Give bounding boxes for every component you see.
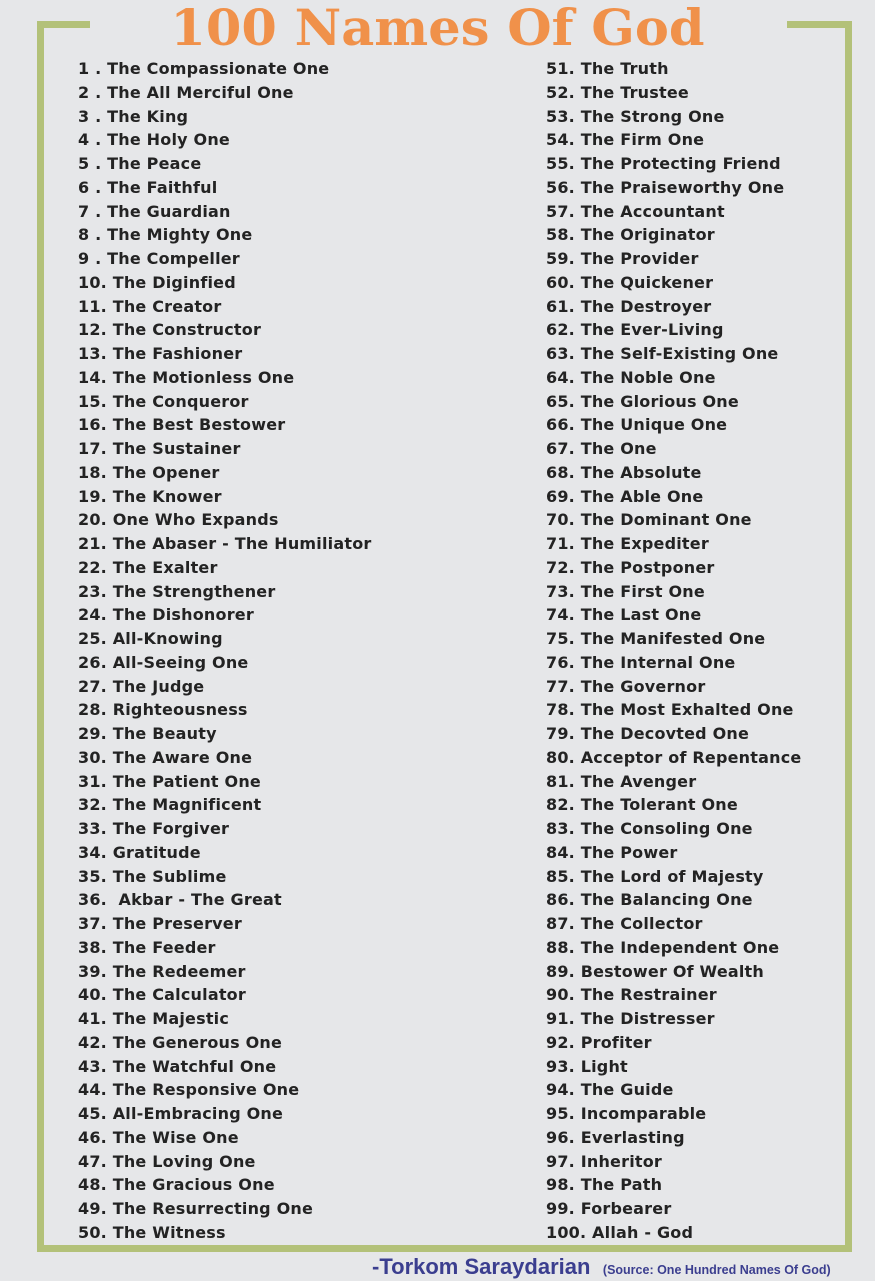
list-item: 74. The Last One <box>546 605 702 625</box>
list-item: 10. The Diginfied <box>78 272 236 292</box>
list-item: 96. Everlasting <box>546 1127 685 1147</box>
list-item: 51. The Truth <box>546 59 669 78</box>
list-item: 95. Incomparable <box>546 1104 707 1123</box>
list-item: 45. All-Embracing One <box>78 1104 284 1123</box>
list-item: 88. The Independent One <box>546 937 780 957</box>
list-item: 31. The Patient One <box>78 771 261 791</box>
list-item: 82. The Tolerant One <box>546 795 738 815</box>
list-item: 46. The Wise One <box>78 1127 239 1147</box>
list-item: 65. The Glorious One <box>546 391 739 411</box>
list-item: 91. The Distresser <box>546 1009 715 1028</box>
list-item: 23. The Strengthener <box>78 581 276 601</box>
list-item: 14. The Motionless One <box>78 367 295 387</box>
list-item: 64. The Noble One <box>546 367 716 387</box>
names-list-right <box>546 57 801 1245</box>
list-item: 62. The Ever-Living <box>546 320 724 340</box>
list-item: 2 . The All Merciful One <box>78 82 294 102</box>
list-item: 22. The Exalter <box>78 557 218 577</box>
frame-right-border <box>845 21 852 1252</box>
list-item: 81. The Avenger <box>546 771 697 791</box>
list-item: 26. All-Seeing One <box>78 652 249 672</box>
list-item: 21. The Abaser - The Humiliator <box>78 534 372 553</box>
list-item: 8 . The Mighty One <box>78 225 253 245</box>
list-item: 90. The Restrainer <box>546 985 717 1005</box>
list-item: 44. The Responsive One <box>78 1080 300 1100</box>
list-item: 36. Akbar - The Great <box>78 890 282 910</box>
list-item: 67. The One <box>546 439 657 458</box>
list-item: 4 . The Holy One <box>78 130 230 150</box>
list-item: 89. Bestower Of Wealth <box>546 961 765 981</box>
list-item: 68. The Absolute <box>546 462 702 482</box>
list-item: 85. The Lord of Majesty <box>546 866 764 886</box>
list-item: 28. Righteousness <box>78 700 248 720</box>
list-item: 57. The Accountant <box>546 201 725 221</box>
list-item: 38. The Feeder <box>78 937 216 957</box>
list-item: 27. The Judge <box>78 676 205 696</box>
list-item: 77. The Governor <box>546 676 706 696</box>
list-item: 6 . The Faithful <box>78 177 218 197</box>
author-name: -Torkom Saraydarian <box>372 1254 591 1279</box>
list-item: 39. The Redeemer <box>78 961 246 981</box>
list-item: 55. The Protecting Friend <box>546 154 781 173</box>
list-item: 11. The Creator <box>78 296 222 316</box>
list-item: 78. The Most Exhalted One <box>546 700 794 720</box>
list-item: 72. The Postponer <box>546 557 715 577</box>
list-item: 84. The Power <box>546 842 678 862</box>
list-item: 61. The Destroyer <box>546 296 712 316</box>
list-item: 69. The Able One <box>546 486 704 506</box>
list-item: 58. The Originator <box>546 225 715 245</box>
list-item: 25. All-Knowing <box>78 629 223 648</box>
list-item: 97. Inheritor <box>546 1151 663 1171</box>
names-list-left <box>78 57 371 1245</box>
list-item: 66. The Unique One <box>546 415 728 435</box>
list-item: 43. The Watchful One <box>78 1056 277 1076</box>
list-item: 41. The Majestic <box>78 1009 230 1028</box>
list-item: 16. The Best Bestower <box>78 415 286 435</box>
list-item: 53. The Strong One <box>546 106 725 126</box>
list-item: 60. The Quickener <box>546 272 714 292</box>
list-item: 42. The Generous One <box>78 1032 283 1052</box>
list-item: 34. Gratitude <box>78 842 201 862</box>
list-item: 71. The Expediter <box>546 534 709 553</box>
list-item: 83. The Consoling One <box>546 819 753 838</box>
list-item: 93. Light <box>546 1056 628 1076</box>
list-item: 49. The Resurrecting One <box>78 1199 314 1218</box>
list-item: 18. The Opener <box>78 462 220 482</box>
list-item: 54. The Firm One <box>546 130 705 150</box>
list-item: 87. The Collector <box>546 914 703 933</box>
list-item: 9 . The Compeller <box>78 249 240 268</box>
list-item: 50. The Witness <box>78 1222 226 1242</box>
list-item: 19. The Knower <box>78 486 222 506</box>
list-item: 1 . The Compassionate One <box>78 59 330 78</box>
list-item: 5 . The Peace <box>78 154 202 173</box>
list-item: 48. The Gracious One <box>78 1175 275 1195</box>
list-item: 79. The Decovted One <box>546 724 750 743</box>
list-item: 100. Allah - God <box>546 1222 694 1242</box>
list-item: 99. Forbearer <box>546 1199 672 1218</box>
list-item: 13. The Fashioner <box>78 344 243 363</box>
list-item: 35. The Sublime <box>78 866 227 886</box>
list-item: 98. The Path <box>546 1175 663 1195</box>
list-item: 29. The Beauty <box>78 724 217 743</box>
list-item: 20. One Who Expands <box>78 510 279 530</box>
list-item: 76. The Internal One <box>546 652 736 672</box>
list-item: 12. The Constructor <box>78 320 262 340</box>
source-citation: (Source: One Hundred Names Of God) <box>602 1263 831 1277</box>
list-item: 15. The Conqueror <box>78 391 249 411</box>
list-item: 7 . The Guardian <box>78 201 231 221</box>
list-item: 30. The Aware One <box>78 747 253 767</box>
list-item: 73. The First One <box>546 581 705 601</box>
list-item: 37. The Preserver <box>78 914 242 933</box>
list-item: 70. The Dominant One <box>546 510 752 530</box>
list-item: 92. Profiter <box>546 1032 652 1052</box>
list-item: 3 . The King <box>78 106 189 126</box>
list-item: 47. The Loving One <box>78 1151 256 1171</box>
list-item: 86. The Balancing One <box>546 890 753 910</box>
list-item: 80. Acceptor of Repentance <box>546 747 802 767</box>
list-item: 32. The Magnificent <box>78 795 262 815</box>
list-item: 59. The Provider <box>546 249 699 268</box>
list-item: 24. The Dishonorer <box>78 605 254 625</box>
list-item: 40. The Calculator <box>78 985 246 1005</box>
page-title: 100 Names Of God <box>170 0 705 57</box>
list-item: 75. The Manifested One <box>546 629 766 648</box>
list-item: 56. The Praiseworthy One <box>546 177 785 197</box>
list-item: 63. The Self-Existing One <box>546 344 779 363</box>
frame-left-border <box>37 21 44 1252</box>
list-item: 94. The Guide <box>546 1080 674 1100</box>
frame-bottom-border <box>37 1245 852 1252</box>
list-item: 17. The Sustainer <box>78 439 241 458</box>
list-item: 33. The Forgiver <box>78 819 230 838</box>
credit-line <box>372 1253 831 1281</box>
list-item: 52. The Trustee <box>546 82 689 102</box>
